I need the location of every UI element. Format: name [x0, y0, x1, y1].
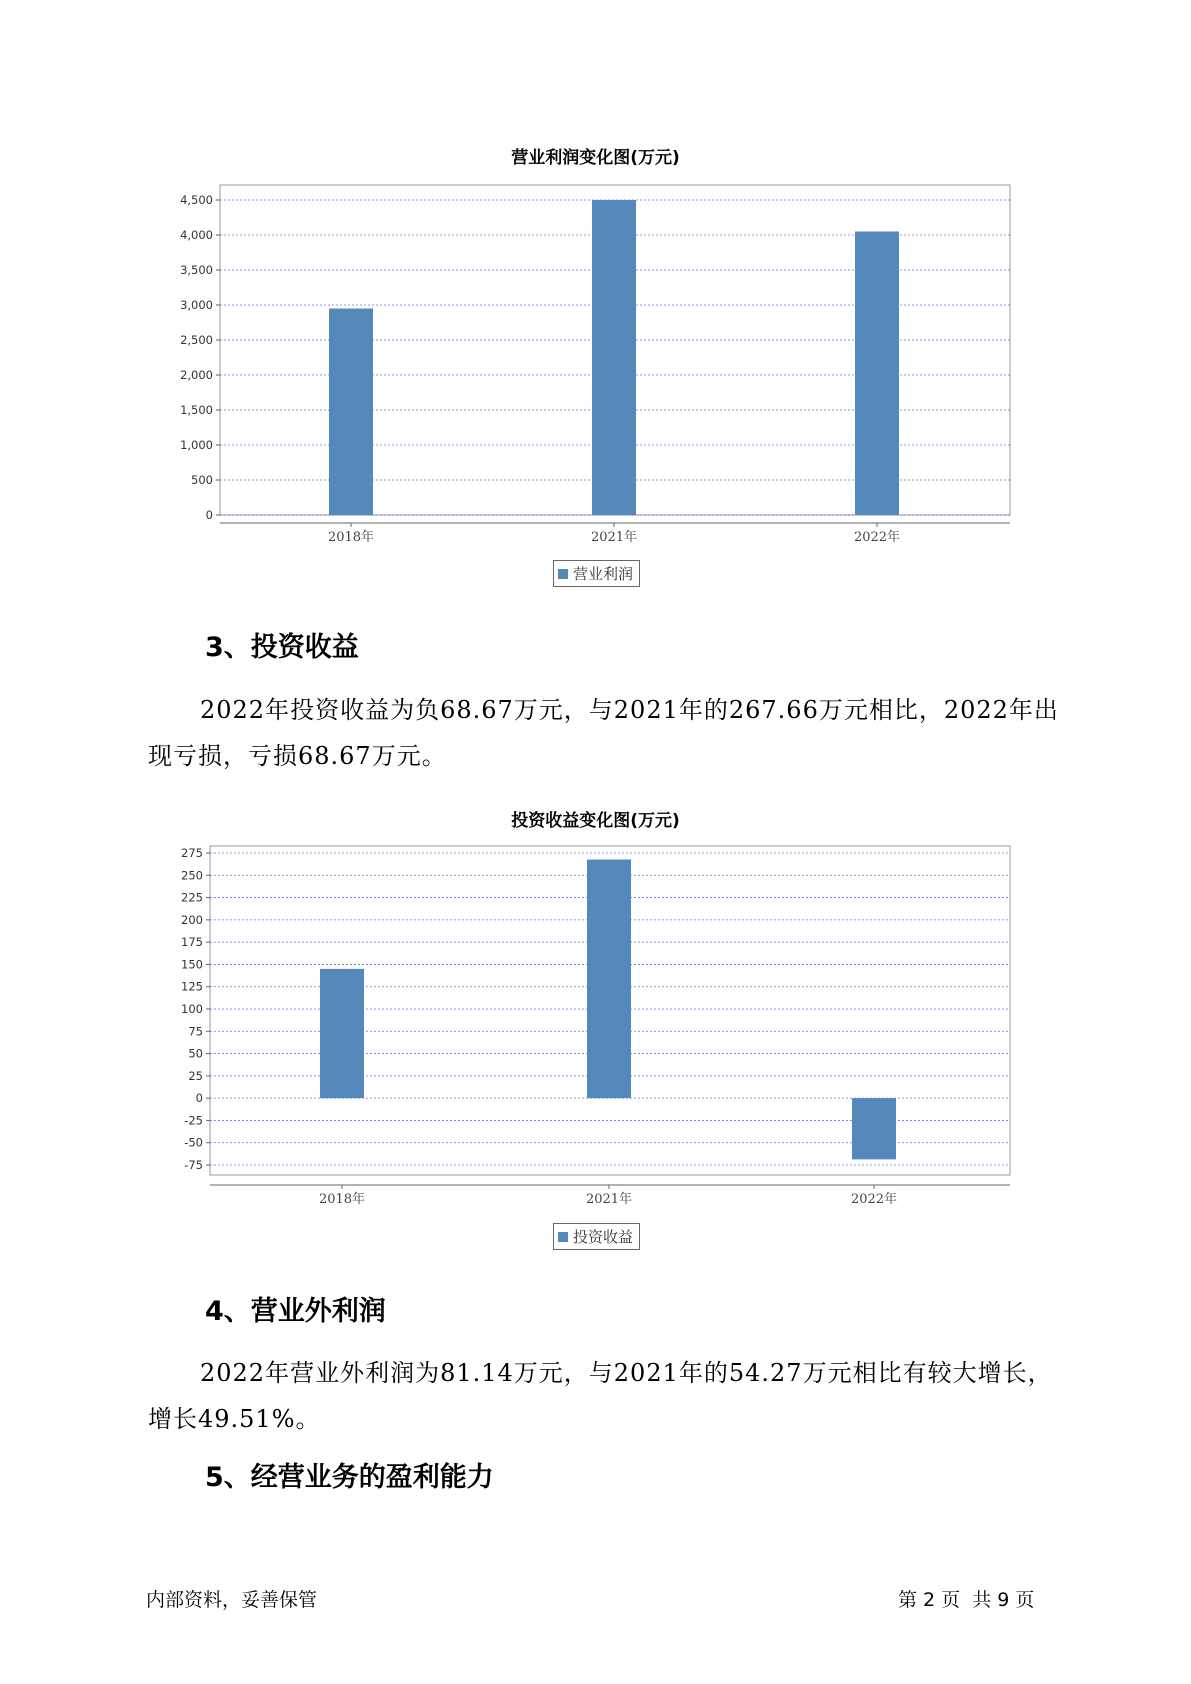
y-tick-label: 1,000 — [180, 438, 213, 452]
chart1-legend-label: 营业利润 — [573, 565, 634, 583]
heading-investment-income: 3、投资收益 — [205, 632, 359, 663]
y-tick-label: 175 — [181, 935, 203, 950]
bar-1 — [592, 200, 636, 515]
legend-swatch — [558, 569, 568, 579]
y-tick-label: 250 — [181, 868, 203, 883]
investment-income-chart — [0, 830, 1191, 1207]
y-tick-label: 0 — [195, 1091, 203, 1106]
bar-0 — [329, 309, 373, 516]
y-tick-label: 100 — [181, 1002, 203, 1016]
y-tick-label: 200 — [181, 912, 203, 927]
y-tick-label: -25 — [184, 1113, 203, 1128]
operating-profit-chart — [0, 160, 1191, 545]
y-tick-label: 2,000 — [180, 368, 213, 382]
x-tick-label: 2022年 — [850, 1192, 898, 1207]
y-tick-label: 4,000 — [180, 228, 213, 242]
chart2-legend-label: 投资收益 — [573, 1228, 634, 1246]
bar-0 — [320, 969, 364, 1098]
y-tick-label: 2,500 — [180, 333, 213, 347]
y-tick-label: -75 — [184, 1158, 203, 1172]
y-tick-label: 125 — [181, 979, 203, 994]
bar-1 — [587, 860, 631, 1099]
y-tick-label: 50 — [188, 1046, 203, 1061]
y-tick-label: 225 — [181, 890, 203, 905]
x-tick-label: 2018年 — [318, 1192, 366, 1207]
y-tick-label: 0 — [205, 508, 213, 522]
y-tick-label: 75 — [188, 1024, 203, 1039]
y-tick-label: 3,000 — [180, 298, 213, 312]
paragraph-non-operating-profit: 2022年营业外利润为81.14万元，与2021年的54.27万元相比有较大增长，增长49.51%。 — [148, 1359, 1053, 1433]
y-tick-label: 500 — [191, 473, 213, 487]
x-tick-label: 2021年 — [590, 530, 638, 545]
footer-page-number: 第 2 页 共 9 页 — [898, 1589, 1035, 1611]
x-tick-label: 2022年 — [853, 530, 901, 545]
paragraph-investment-income: 2022年投资收益为负68.67万元，与2021年的267.66万元相比，2022年出现亏损，亏损68.67万元。 — [148, 696, 1059, 770]
heading-business-profitability: 5、经营业务的盈利能力 — [205, 1462, 494, 1493]
y-tick-label: 1,500 — [180, 403, 213, 417]
chart1-legend — [553, 560, 640, 587]
bar-2 — [852, 1098, 896, 1159]
footer-confidential: 内部资料，妥善保管 — [146, 1589, 318, 1611]
y-tick-label: 150 — [181, 957, 203, 972]
y-tick-label: 25 — [188, 1068, 203, 1083]
y-tick-label: 3,500 — [180, 263, 213, 277]
x-tick-label: 2021年 — [585, 1192, 633, 1207]
heading-non-operating-profit: 4、营业外利润 — [205, 1296, 386, 1327]
chart2-title: 投资收益变化图(万元) — [511, 811, 680, 831]
y-tick-label: 4,500 — [180, 193, 213, 207]
chart1-title: 营业利润变化图(万元) — [511, 148, 680, 168]
y-tick-label: 275 — [181, 846, 203, 860]
y-tick-label: -50 — [184, 1135, 203, 1150]
x-tick-label: 2018年 — [327, 530, 375, 545]
chart2-legend — [553, 1223, 640, 1250]
legend-swatch — [558, 1232, 568, 1242]
bar-2 — [855, 232, 899, 516]
